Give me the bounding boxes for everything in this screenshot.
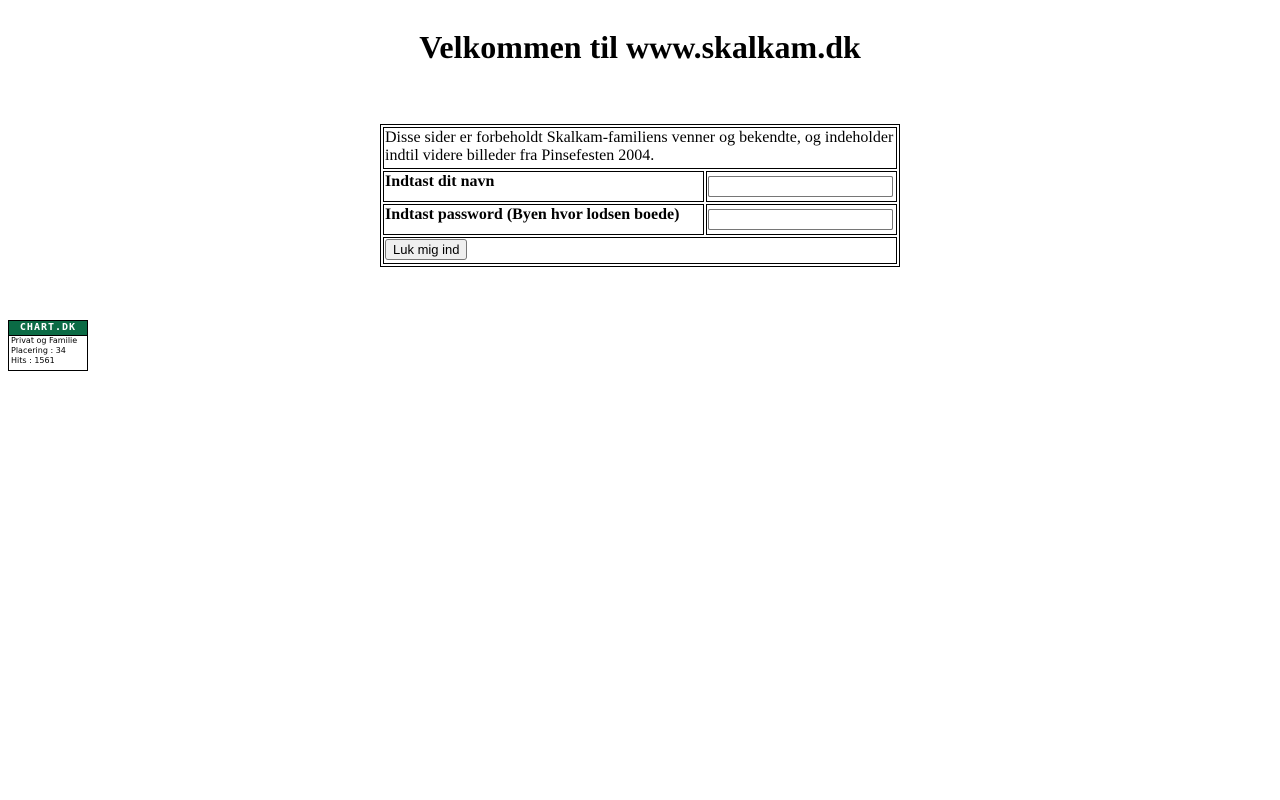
name-input-cell [706,171,897,202]
login-button[interactable]: Luk mig ind [385,239,467,260]
chart-dk-badge-category: Privat og Familie [11,336,78,345]
page-title: Velkommen til www.skalkam.dk [419,29,861,65]
chart-dk-badge-placement: Placering : 34 [11,346,66,355]
password-input-cell [706,204,897,235]
password-label: Indtast password (Byen hvor lodsen boede) [383,204,704,235]
chart-dk-badge[interactable] [8,320,88,371]
login-form-table [380,124,900,267]
chart-dk-badge-header: CHART.DK [9,321,87,336]
password-input[interactable] [708,209,893,230]
intro-text: Disse sider er forbeholdt Skalkam-familiens venner og bekendte, og indeholder indtil videre billeder fra Pinsefesten 2004. [383,127,897,169]
chart-dk-badge-hits: Hits : 1561 [11,356,55,365]
name-label: Indtast dit navn [383,171,704,202]
submit-cell [383,237,897,264]
name-input[interactable] [708,176,893,197]
